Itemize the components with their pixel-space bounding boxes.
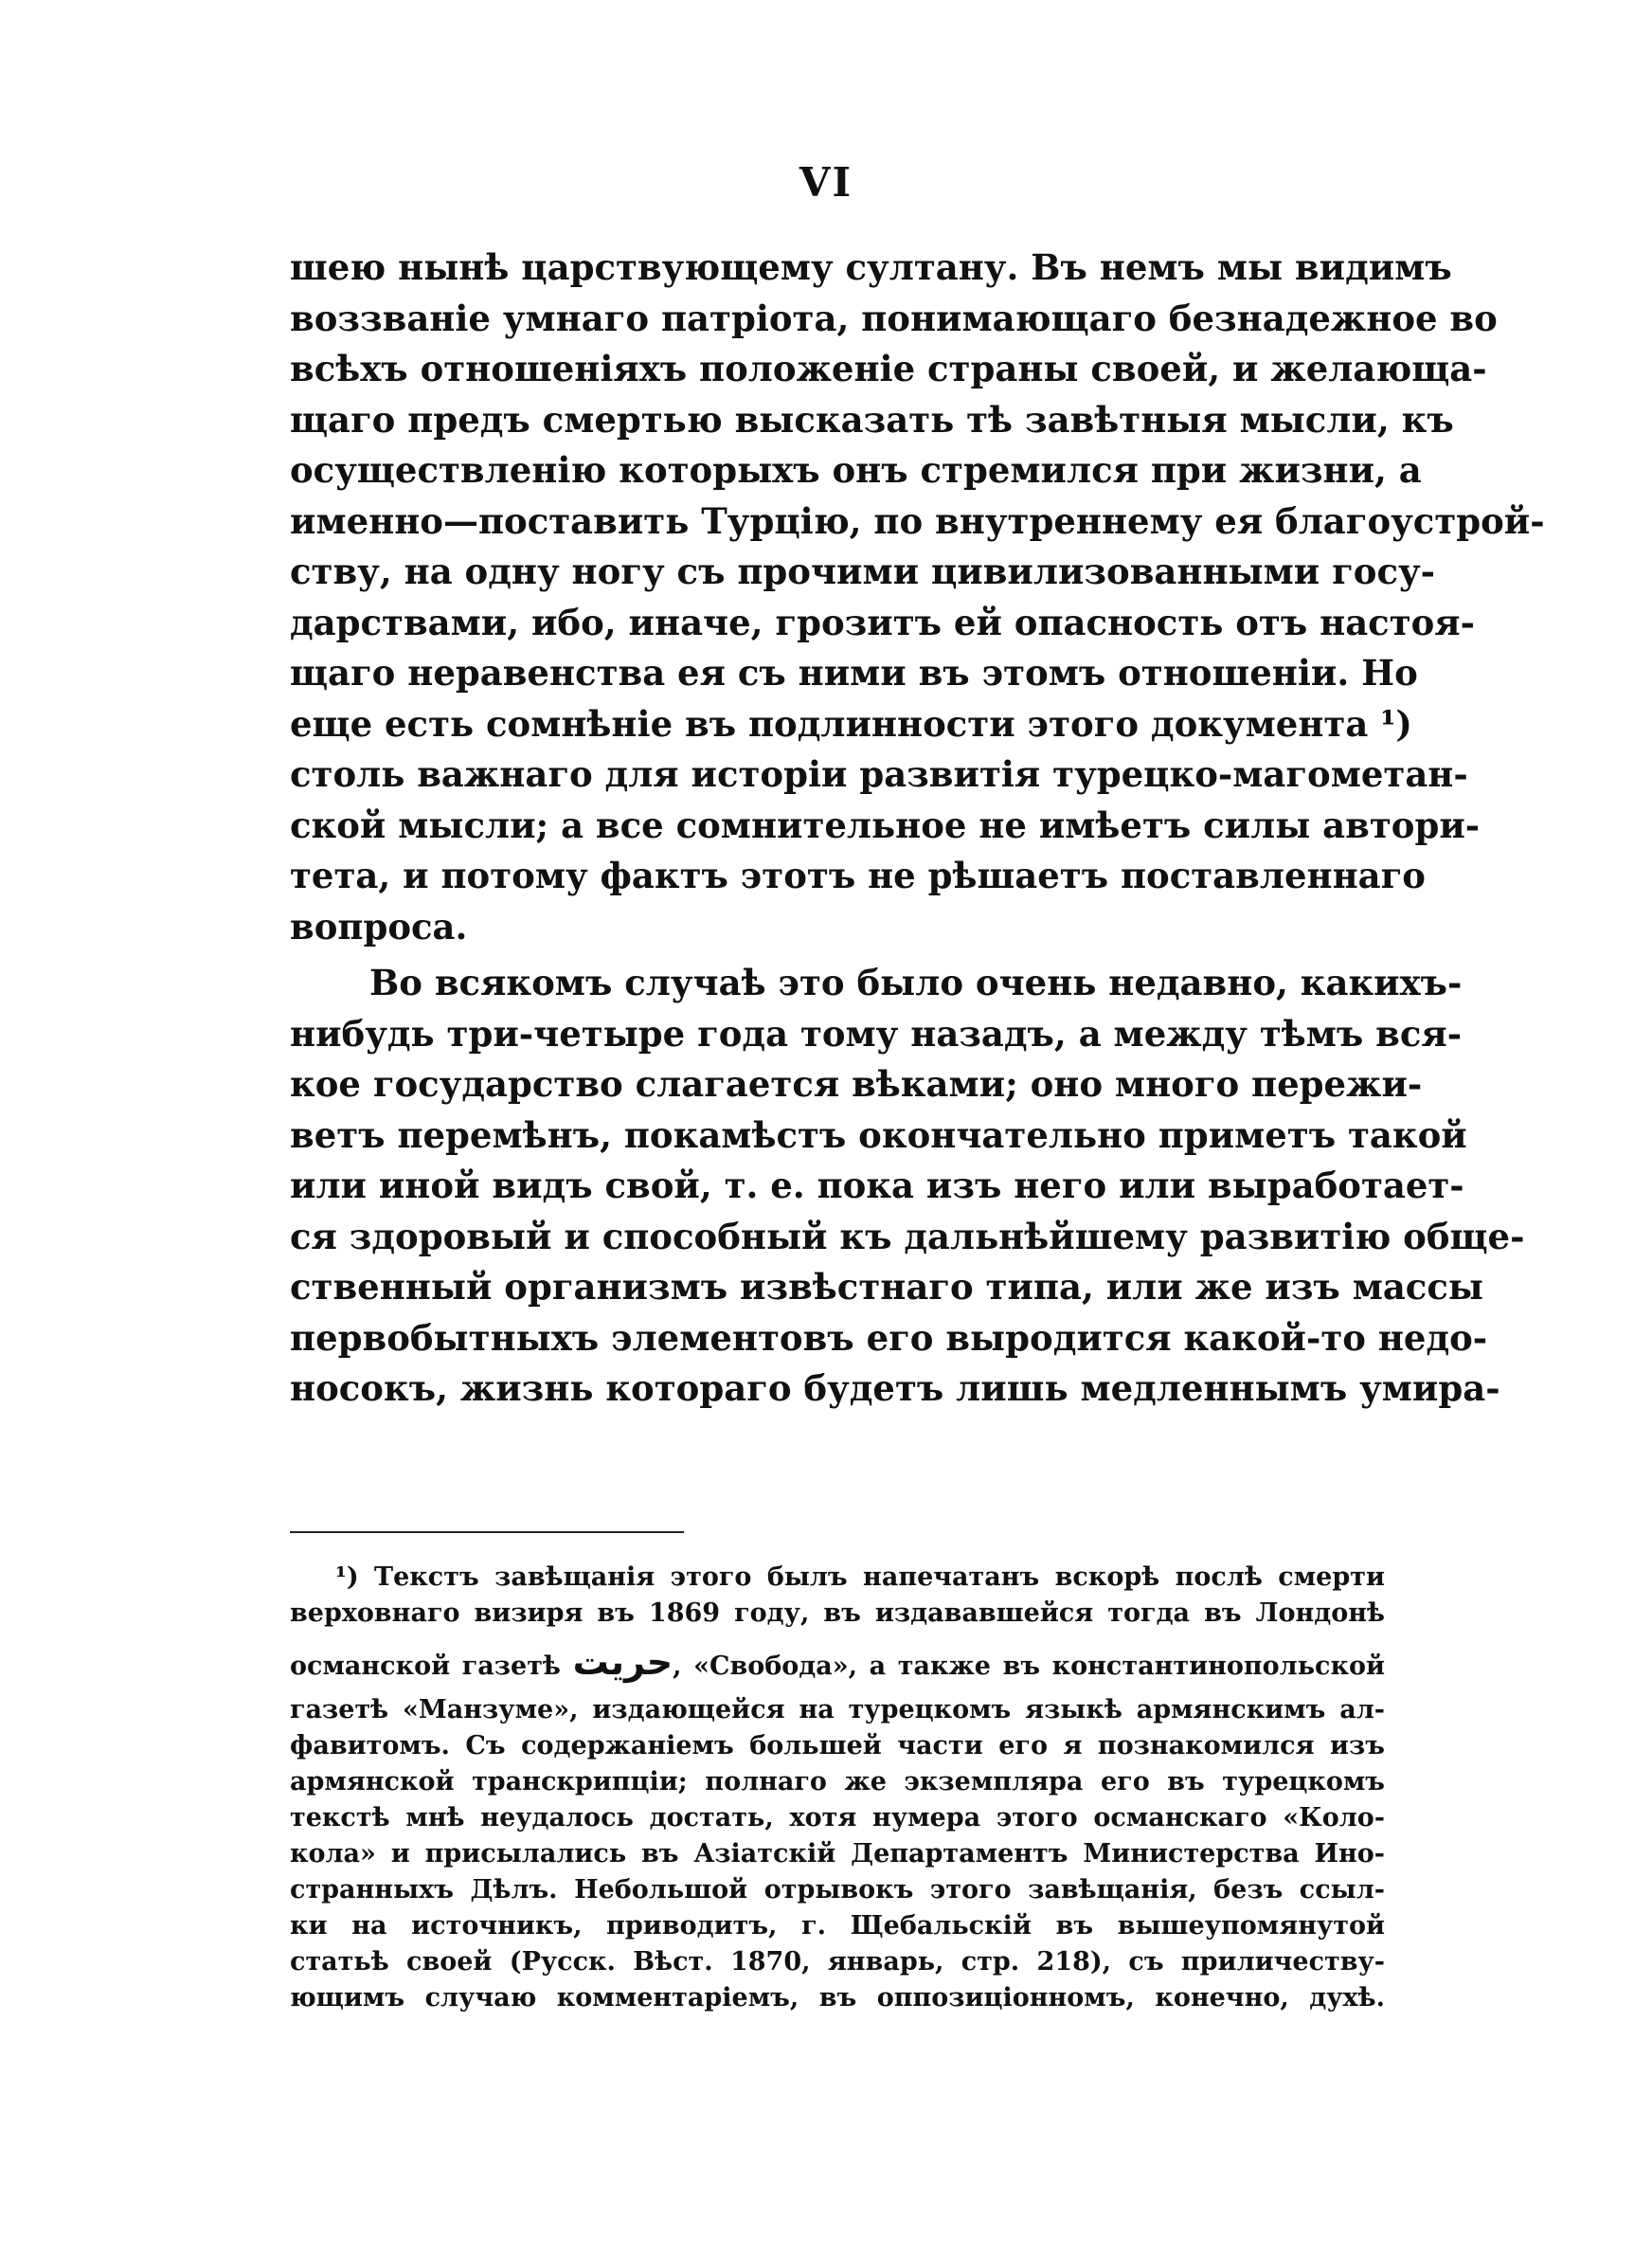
footnote-line: фавитомъ. Съ содержаніемъ большей части его я познакомился изъ	[290, 1731, 1385, 1760]
page-number: VI	[799, 159, 853, 206]
text-line: всѣхъ отношеніяхъ положеніе страны своей, и желающа-	[290, 348, 1487, 389]
text-line: осуществленію которыхъ онъ стремился при жизни, а	[290, 449, 1422, 491]
text-line: еще есть сомнѣніе въ подлинности этого документа ¹)	[290, 702, 1412, 745]
footnote-line: верховнаго визиря въ 1869 году, въ издававшейся тогда въ Лондонѣ	[290, 1598, 1385, 1628]
text-line: щаго предъ смертью высказать тѣ завѣтныя мысли, къ	[290, 398, 1454, 441]
footnote-line: армянской транскрипціи; полнаго же экземпляра его въ турецкомъ	[290, 1767, 1385, 1797]
footnote-line: газетѣ «Манзуме», издающейся на турецкомъ языкѣ армянскимъ ал-	[290, 1695, 1385, 1724]
main-text	[290, 243, 1545, 1415]
footnote	[290, 1560, 1385, 2016]
text-line: кое государство слагается вѣками; оно много пережи-	[290, 1063, 1423, 1105]
footnote-line-part: османской газетѣ	[290, 1652, 561, 1681]
text-line: столь важнаго для исторіи развитія турецко-магометан-	[290, 753, 1468, 795]
text-line: ской мысли; а все сомнительное не имѣетъ силы автори-	[290, 803, 1481, 846]
footnote-line	[290, 1632, 1385, 1692]
text-line: Во всякомъ случаѣ это было очень недавно, какихъ-	[369, 962, 1463, 1003]
footnote-divider	[290, 1531, 684, 1533]
text-line: ся здоровый и способный къ дальнѣйшему развитію обще-	[290, 1215, 1525, 1257]
text-line: ветъ перемѣнъ, покамѣстъ окончательно приметъ такой	[290, 1113, 1467, 1156]
footnote-line-part: , «Свобода», а также въ константинопольской	[673, 1652, 1385, 1681]
text-line: ству, на одну ногу съ прочими цивилизованными госу-	[290, 551, 1436, 592]
footnote-line: ¹) Текстъ завѣщанія этого былъ напечатанъ вскорѣ послѣ смерти	[335, 1562, 1385, 1592]
text-line: носокъ, жизнь котораго будетъ лишь медленнымъ умира-	[290, 1367, 1500, 1409]
footnote-line: кола» и присылались въ Азіатскій Департаментъ Министерства Ино-	[290, 1839, 1385, 1869]
text-line: вопроса.	[290, 905, 468, 948]
text-line: нибудь три-четыре года тому назадъ, а между тѣмъ вся-	[290, 1012, 1463, 1055]
footnote-line: ющимъ случаю комментаріемъ, въ оппозиціонномъ, конечно, духѣ.	[290, 1983, 1385, 2013]
text-line: первобытныхъ элементовъ его выродится какой-то недо-	[290, 1316, 1488, 1359]
text-line: щаго неравенства ея съ ними въ этомъ отношеніи. Но	[290, 652, 1418, 694]
text-line: дарствами, ибо, иначе, грозитъ ей опасность отъ настоя-	[290, 601, 1475, 643]
footnote-line: странныхъ Дѣлъ. Небольшой отрывокъ этого завѣщанія, безъ ссыл-	[290, 1875, 1385, 1905]
text-line: воззваніе умнаго патріота, понимающаго безнадежное во	[290, 297, 1498, 339]
text-line: именно—поставить Турцію, по внутреннему ея благоустрой-	[290, 499, 1545, 542]
text-line: тета, и потому фактъ этотъ не рѣшаетъ поставленнаго	[290, 855, 1426, 896]
text-line: ственный организмъ извѣстнаго типа, или же изъ массы	[290, 1266, 1483, 1308]
footnote-line: статьѣ своей (Русск. Вѣст. 1870, январь, стр. 218), съ приличеству-	[290, 1947, 1385, 1977]
text-line: или иной видъ свой, т. е. пока изъ него или выработает-	[290, 1165, 1464, 1206]
text-line: шею нынѣ царствующему султану. Въ немъ мы видимъ	[290, 246, 1452, 288]
footnote-line: текстѣ мнѣ неудалось достать, хотя нумера этого османскаго «Коло-	[290, 1803, 1385, 1833]
footnote-line: ки на источникъ, приводитъ, г. Щебальскій въ вышеупомянутой	[290, 1911, 1385, 1941]
arabic-word: حریت	[572, 1641, 673, 1683]
